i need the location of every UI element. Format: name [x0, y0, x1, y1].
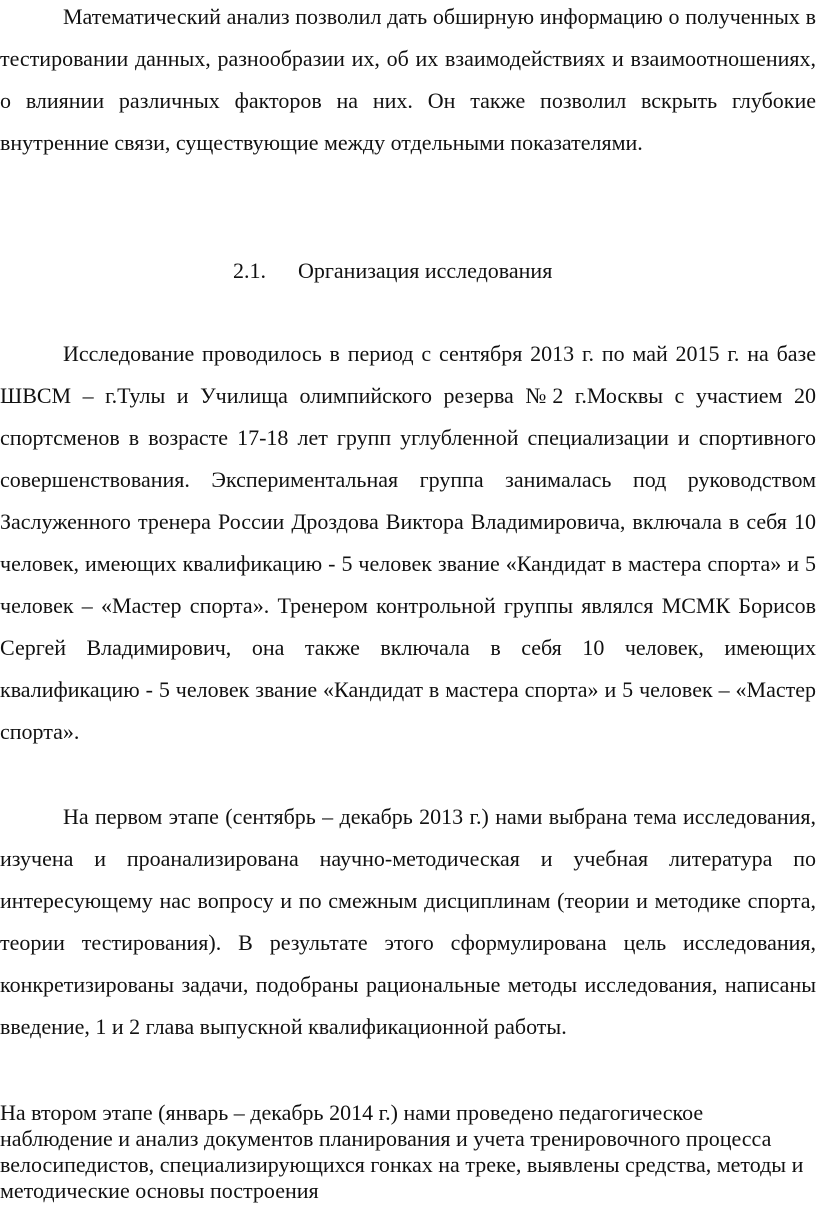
paragraph-first-stage: На первом этапе (сентябрь – декабрь 2013 г.) нами выбрана тема исследования, изучена и проанализирована научно-методическая и учебная литература по интересующему нас вопросу и по смежным дисциплинам (теории и методике спорта, теории тестирования). В результате этого сформулирована цель исследования, конкретизированы задачи, подобраны рациональные методы исследования, написаны введение, 1 и 2 глава выпускной квалификационной работы.	[0, 804, 816, 1039]
section-title: Организация исследования	[298, 258, 553, 283]
paragraph-math-analysis: Математический анализ позволил дать обширную информацию о полученных в тестировании данных, разнообразии их, об их взаимодействиях и взаимоотношениях, о влиянии различных факторов на них. Он также позволил вскрыть глубокие внутренние связи, существующие между отдельными показателями.	[0, 4, 816, 155]
section-heading	[0, 250, 816, 292]
paragraph-second-stage: На втором этапе (январь – декабрь 2014 г.) нами проведено педагогическое наблюдение и анализ документов планирования и учета тренировочного процесса велосипедистов, специализирующихся гонках на треке, выявлены средства, методы и методические основы построения	[0, 1100, 804, 1203]
paragraph-research-organization: Исследование проводилось в период с сентября 2013 г. по май 2015 г. на базе ШВСМ – г.Тулы и Училища олимпийского резерва №2 г.Москвы с участием 20 спортсменов в возрасте 17-18 лет групп углубленной специализации и спортивного совершенствования. Экспериментальная группа занималась под руководством Заслуженного тренера России Дроздова Виктора Владимировича, включала в себя 10 человек, имеющих квалификацию - 5 человек звание «Кандидат в мастера спорта» и 5 человек – «Мастер спорта». Тренером контрольной группы являлся МСМК Борисов Сергей Владимирович, она также включала в себя 10 человек, имеющих квалификацию - 5 человек звание «Кандидат в мастера спорта» и 5 человек – «Мастер спорта».	[0, 341, 816, 744]
section-number: 2.1.	[233, 258, 266, 283]
